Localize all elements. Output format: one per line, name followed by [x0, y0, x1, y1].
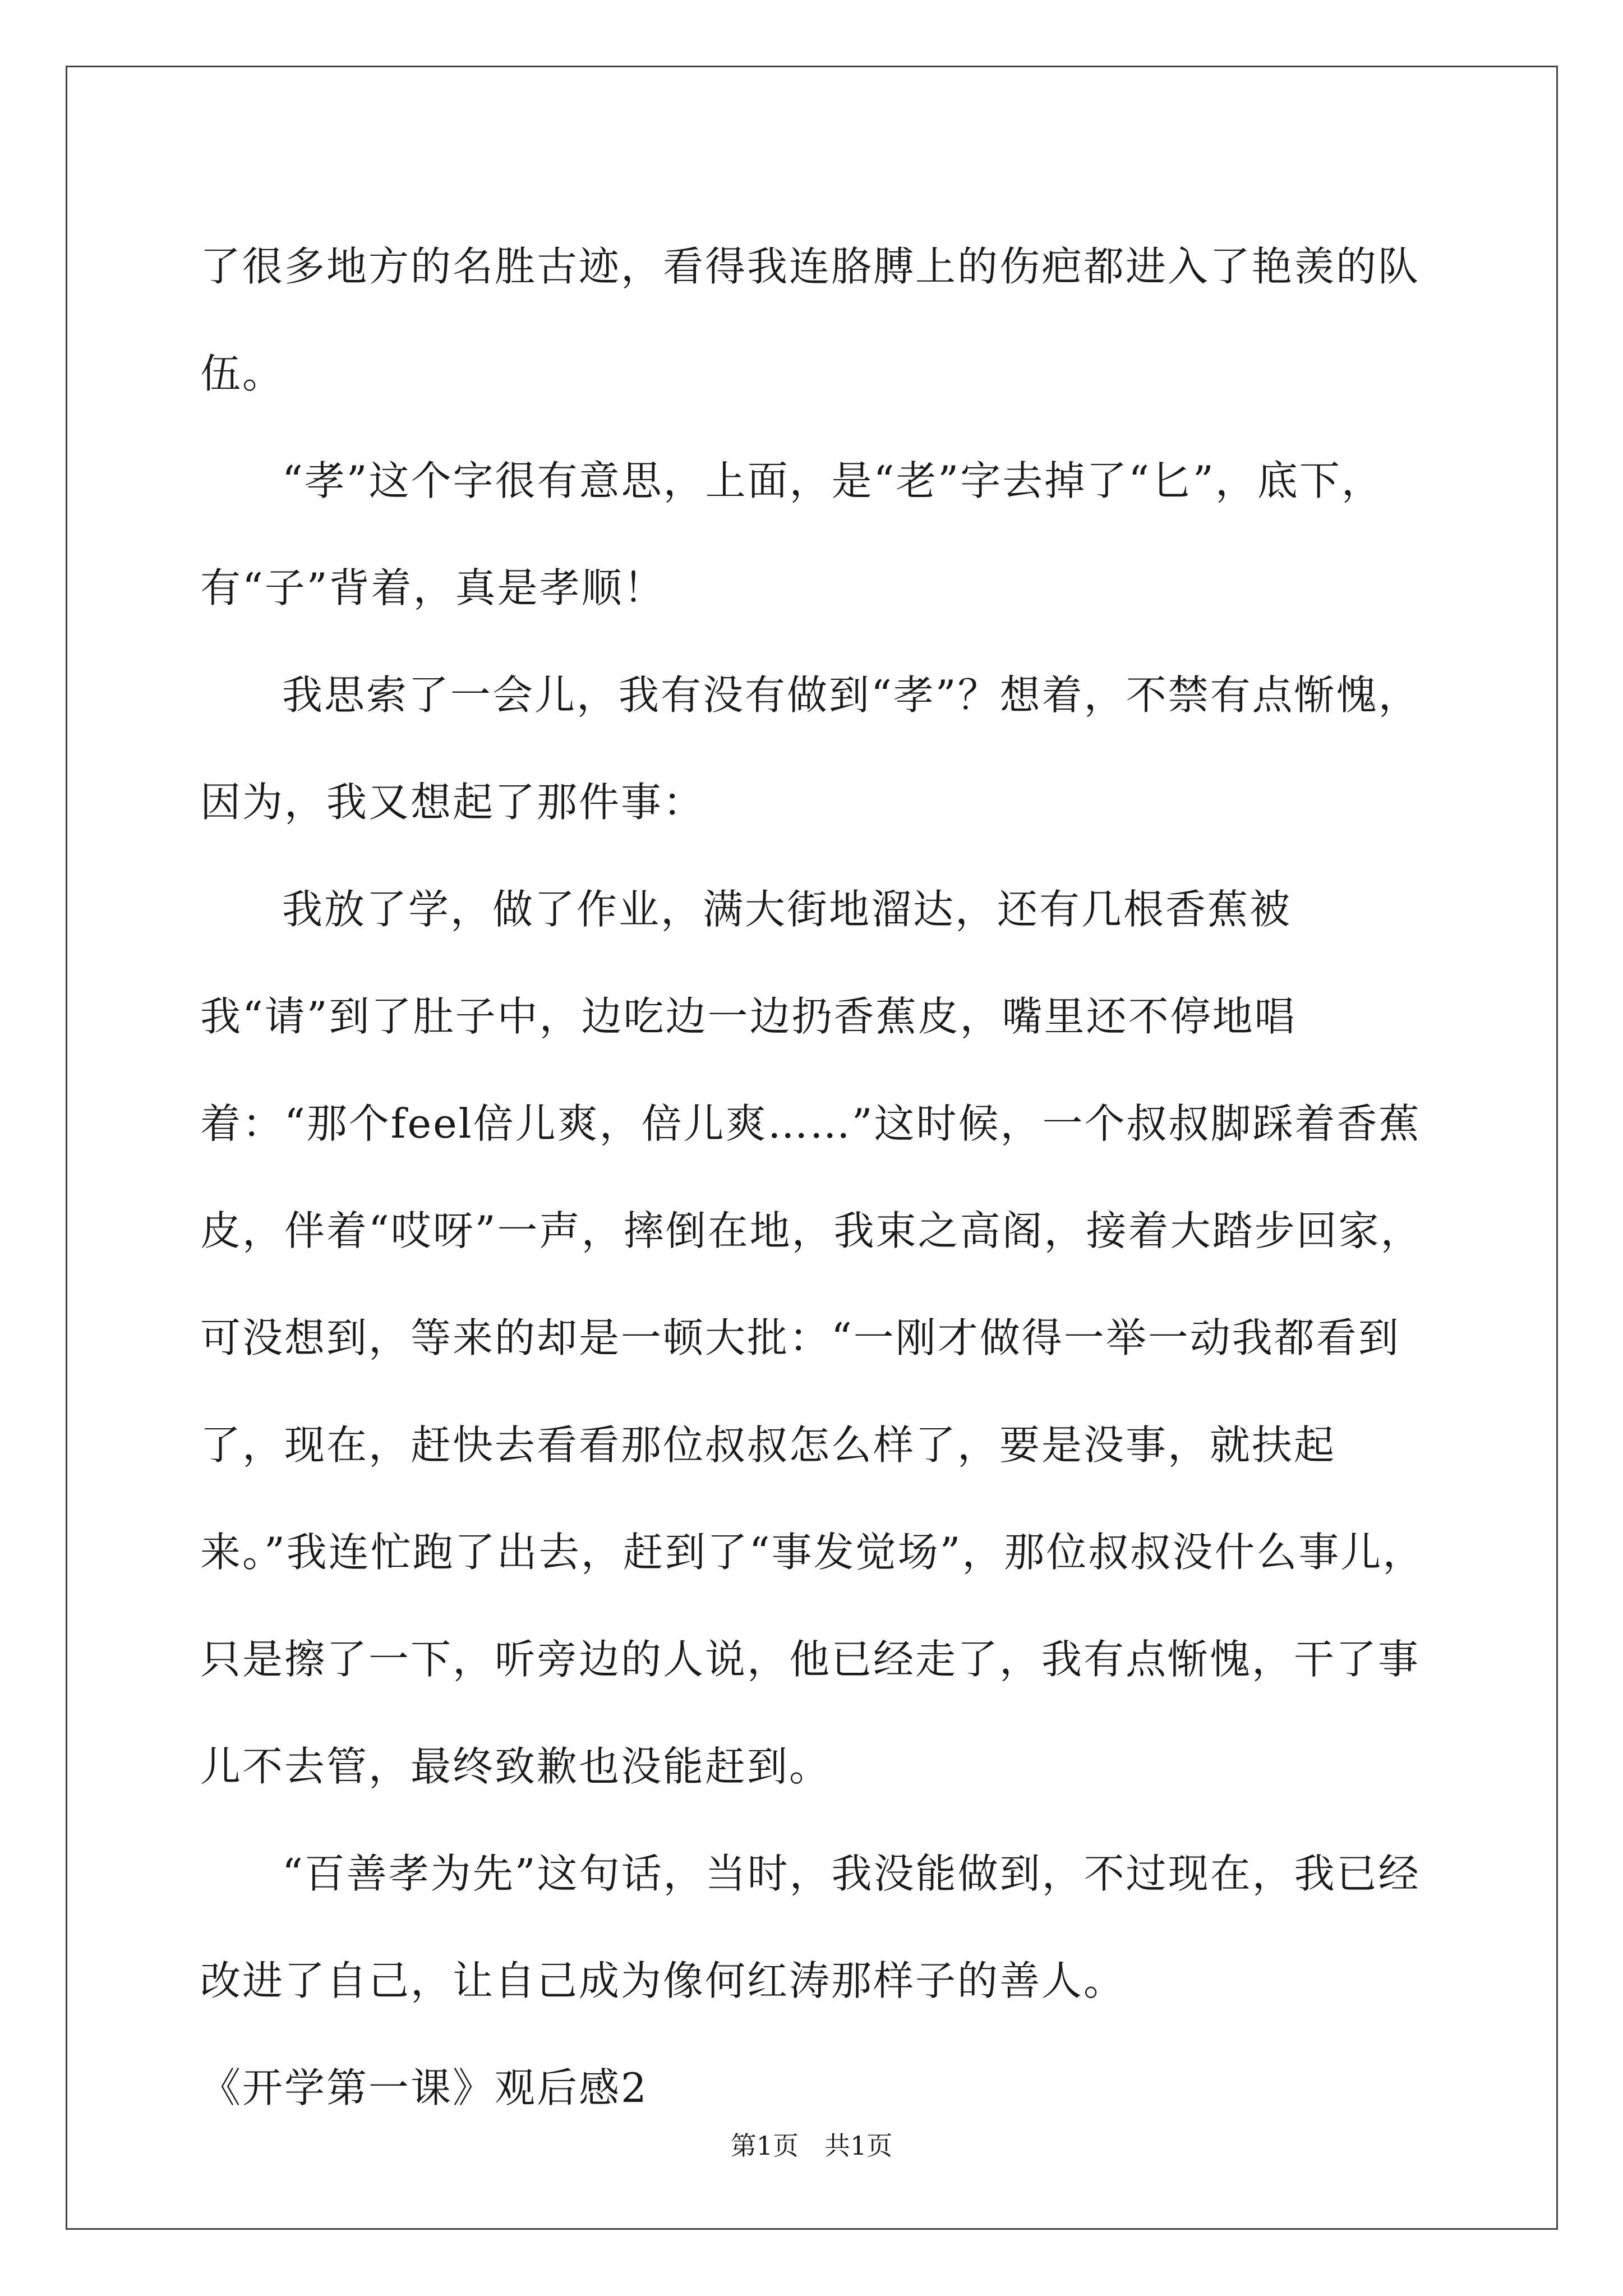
paragraph-4: 我放了学，做了作业，满大街地溜达，还有几根香蕉被我“请”到了肚子中，边吃边一边扔香蕉皮，嘴里还不停地唱着：“那个feel倍儿爽，倍儿爽……”这时候，一个叔叔脚踩着香蕉皮，伴着“哎呀”一声，摔倒在地，我束之高阁，接着大踏步回家，可没想到，等来的却是一顿大批：“一刚才做得一举一动我都看到了，现在，赶快去看看那位叔叔怎么样了，要是没事，就扶起来。”我连忙跑了出去，赶到了“事发觉场”，那位叔叔没什么事儿，只是擦了一下，听旁边的人说，他已经走了，我有点惭愧，干了事儿不去管，最终致歉也没能赶到。	[200, 886, 1425, 1790]
paragraph-5: “百善孝为先”这句话，当时，我没能做到，不过现在，我已经改进了自己，让自己成为像何红涛那样子的善人。	[200, 1850, 1421, 2004]
document-body	[200, 213, 1428, 2142]
paragraph-1: 了很多地方的名胜古迹，看得我连胳膊上的伤疤都进入了艳羡的队伍。	[200, 243, 1421, 397]
paragraph-2: “孝”这个字很有意思，上面，是“老”字去掉了“匕”，底下，有“子”背着，真是孝顺！	[200, 457, 1384, 611]
section-heading: 《开学第一课》观后感2	[200, 2064, 648, 2111]
paragraph-3: 我思索了一会儿，我有没有做到“孝”？想着，不禁有点惭愧，因为，我又想起了那件事：	[200, 671, 1421, 826]
page-footer: 第1页 共1页	[730, 2131, 893, 2161]
